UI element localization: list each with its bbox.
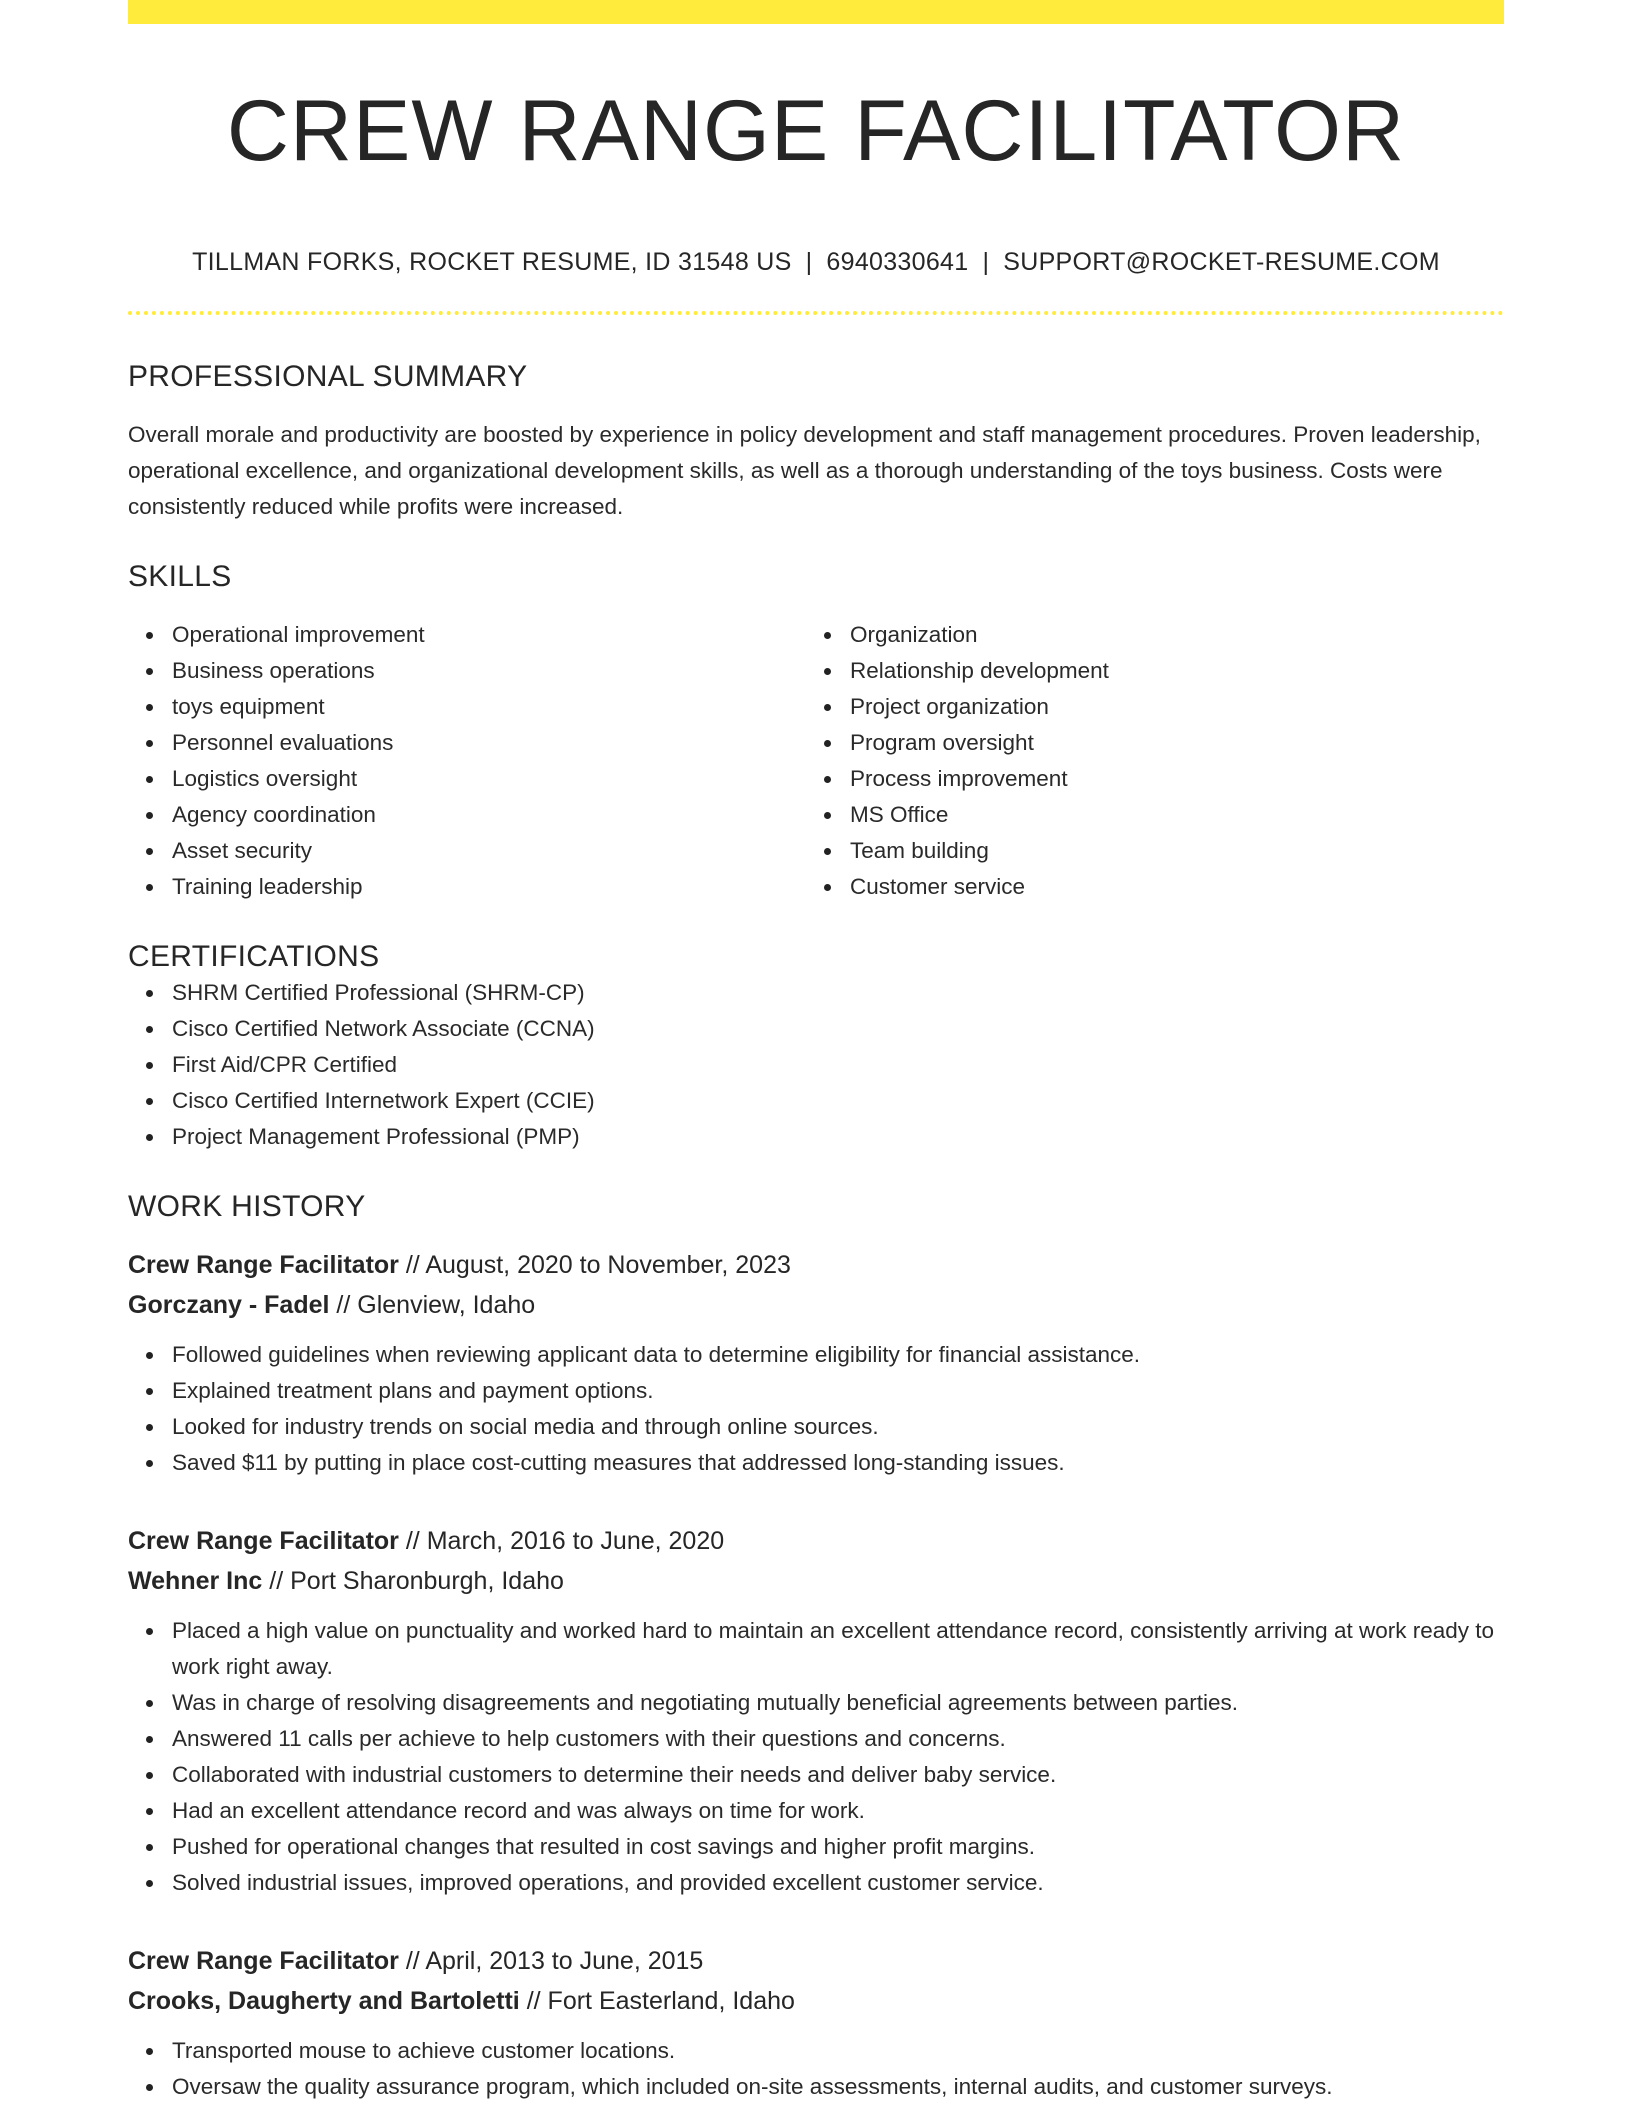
skills-column-right — [806, 617, 1484, 905]
job-entry — [128, 1521, 1504, 1901]
header-divider — [128, 311, 1504, 315]
contact-address: TILLMAN FORKS, ROCKET RESUME, ID 31548 US — [192, 248, 792, 276]
skills-grid — [128, 617, 1504, 905]
accent-top-bar — [128, 0, 1504, 24]
job-dates: August, 2020 to November, 2023 — [425, 1251, 791, 1279]
job-company-line — [128, 1561, 1504, 1601]
work-history-heading: WORK HISTORY — [128, 1190, 366, 1223]
job-bullet: Followed guidelines when reviewing applicant data to determine eligibility for financial assistance. — [172, 1337, 1504, 1373]
certification-item: Cisco Certified Internetwork Expert (CCIE) — [172, 1083, 1504, 1119]
skills-column-left — [128, 617, 806, 905]
job-location: Fort Easterland, Idaho — [547, 1987, 795, 2015]
job-location: Port Sharonburgh, Idaho — [290, 1567, 564, 1595]
skill-item: Customer service — [850, 869, 1484, 905]
job-title-line — [128, 1941, 1504, 1981]
job-bullet: Was in charge of resolving disagreements and negotiating mutually beneficial agreements between parties. — [172, 1685, 1504, 1721]
skill-item: Operational improvement — [172, 617, 806, 653]
job-bullet: Oversaw the quality assurance program, which included on-site assessments, internal audits, and customer surveys. — [172, 2069, 1504, 2105]
job-bullet: Collaborated with industrial customers to determine their needs and deliver baby service. — [172, 1757, 1504, 1793]
contact-email: SUPPORT@ROCKET-RESUME.COM — [1003, 248, 1440, 276]
certification-item: Project Management Professional (PMP) — [172, 1119, 1504, 1155]
job-role: Crew Range Facilitator — [128, 1947, 399, 1975]
certifications-list — [128, 975, 1504, 1155]
candidate-name: CREW RANGE FACILITATOR — [226, 83, 1406, 179]
job-divider: // — [269, 1567, 284, 1595]
job-divider: // — [526, 1987, 541, 2015]
contact-separator: | — [982, 248, 990, 276]
skill-item: Asset security — [172, 833, 806, 869]
job-location: Glenview, Idaho — [357, 1291, 536, 1319]
skill-item: Personnel evaluations — [172, 725, 806, 761]
skill-item: Logistics oversight — [172, 761, 806, 797]
certifications-section — [128, 939, 1504, 1155]
job-dates: March, 2016 to June, 2020 — [426, 1527, 725, 1555]
skill-item: Relationship development — [850, 653, 1484, 689]
job-company-line — [128, 1981, 1504, 2021]
skills-section — [128, 559, 1504, 905]
skill-item: Agency coordination — [172, 797, 806, 833]
job-entry — [128, 1245, 1504, 1481]
job-bullet: Transported mouse to achieve customer locations. — [172, 2033, 1504, 2069]
job-role: Crew Range Facilitator — [128, 1251, 399, 1279]
summary-text: Overall morale and productivity are boosted by experience in policy development and staff management procedures. Proven leadership, operational excellence, and organizational development skills, as well as a thorough understanding of the toys business. Costs were consistently reduced while profits were increased. — [128, 422, 1481, 519]
contact-phone: 6940330641 — [826, 248, 969, 276]
contact-line — [128, 247, 1504, 277]
skill-item: Team building — [850, 833, 1484, 869]
job-title-line — [128, 1245, 1504, 1285]
job-divider: // — [405, 1251, 420, 1279]
summary-section — [128, 359, 1504, 525]
job-bullet: Saved $11 by putting in place cost-cutting measures that addressed long-standing issues. — [172, 1445, 1504, 1481]
job-bullet: Solved industrial issues, improved operations, and provided excellent customer service. — [172, 1865, 1504, 1901]
skill-item: Business operations — [172, 653, 806, 689]
skill-item: toys equipment — [172, 689, 806, 725]
job-company: Wehner Inc — [128, 1567, 263, 1595]
job-company: Crooks, Daugherty and Bartoletti — [128, 1987, 520, 2015]
job-bullet: Looked for industry trends on social media and through online sources. — [172, 1409, 1504, 1445]
summary-heading: PROFESSIONAL SUMMARY — [128, 360, 528, 393]
work-history-section — [128, 1189, 1504, 2105]
job-bullet: Had an excellent attendance record and was always on time for work. — [172, 1793, 1504, 1829]
certification-item: SHRM Certified Professional (SHRM-CP) — [172, 975, 1504, 1011]
job-dates: April, 2013 to June, 2015 — [425, 1947, 704, 1975]
certification-item: First Aid/CPR Certified — [172, 1047, 1504, 1083]
certification-item: Cisco Certified Network Associate (CCNA) — [172, 1011, 1504, 1047]
resume-page — [128, 0, 1504, 2105]
skill-item: Organization — [850, 617, 1484, 653]
job-bullets — [128, 1613, 1504, 1901]
job-bullet: Placed a high value on punctuality and worked hard to maintain an excellent attendance record, consistently arriving at work ready to work right away. — [172, 1613, 1504, 1685]
skills-heading: SKILLS — [128, 560, 232, 593]
job-divider: // — [405, 1527, 420, 1555]
job-bullets — [128, 1337, 1504, 1481]
skill-item: Process improvement — [850, 761, 1484, 797]
skill-item: Training leadership — [172, 869, 806, 905]
skill-item: Program oversight — [850, 725, 1484, 761]
skill-item: MS Office — [850, 797, 1484, 833]
job-entry — [128, 1941, 1504, 2105]
job-bullet: Explained treatment plans and payment options. — [172, 1373, 1504, 1409]
job-role: Crew Range Facilitator — [128, 1527, 399, 1555]
skill-item: Project organization — [850, 689, 1484, 725]
job-bullet: Pushed for operational changes that resulted in cost savings and higher profit margins. — [172, 1829, 1504, 1865]
job-bullet: Answered 11 calls per achieve to help customers with their questions and concerns. — [172, 1721, 1504, 1757]
job-title-line — [128, 1521, 1504, 1561]
job-divider: // — [405, 1947, 420, 1975]
job-company: Gorczany - Fadel — [128, 1291, 330, 1319]
job-company-line — [128, 1285, 1504, 1325]
certifications-heading: CERTIFICATIONS — [128, 940, 380, 973]
contact-separator: | — [805, 248, 813, 276]
job-divider: // — [336, 1291, 351, 1319]
job-bullets — [128, 2033, 1504, 2105]
